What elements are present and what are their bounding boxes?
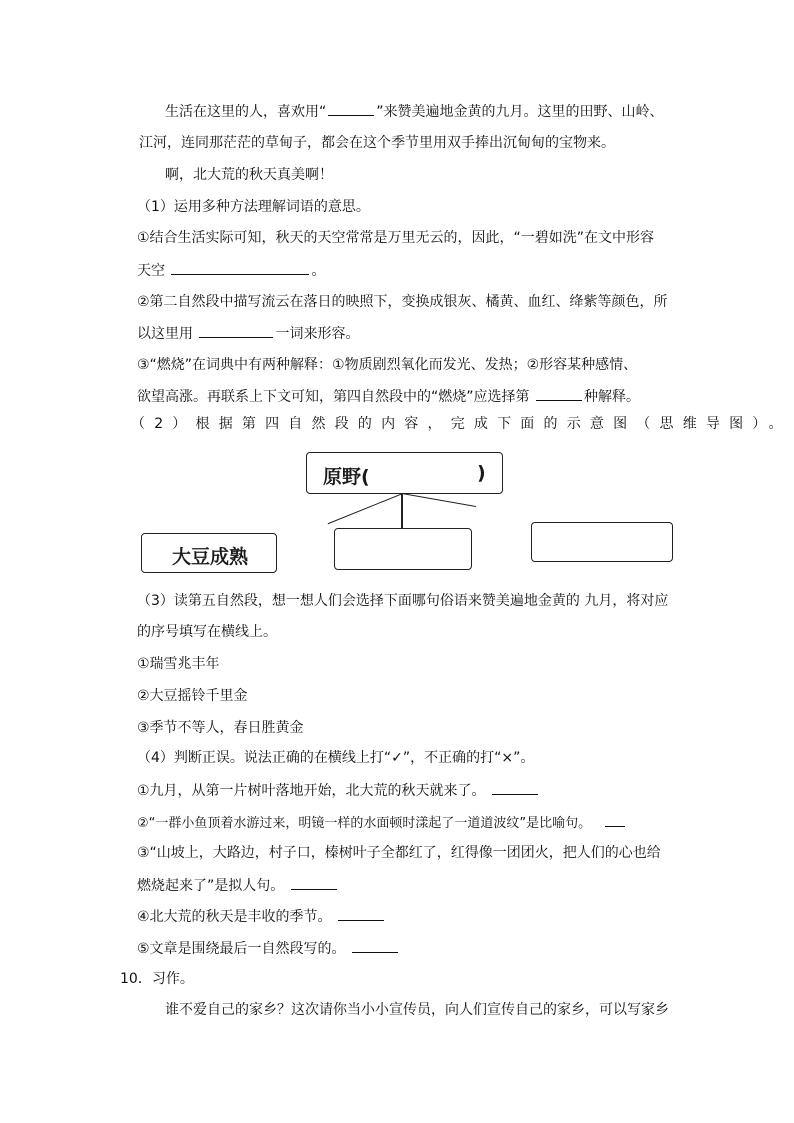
answer-blank[interactable]: [492, 780, 538, 795]
q4-item-5-text: ⑤文章是围绕最后一自然段写的。: [137, 941, 346, 957]
q3-option-2: ②大豆摇铃千里金: [137, 688, 248, 704]
q1-c-line2: [137, 386, 640, 407]
q3-line1: （3）读第五自然段，想一想人们会选择下面哪句俗语来赞美遍地金黄的 九月，将对应: [137, 593, 669, 609]
passage-line-1: [165, 101, 664, 122]
q1-a-line2: [137, 260, 325, 281]
answer-blank[interactable]: [605, 812, 625, 827]
passage-line-2: 江河，连同那茫茫的草甸子，都会在这个季节里用双手捧出沉甸甸的宝物来。: [139, 135, 615, 151]
connector-left: [328, 493, 403, 524]
q4-item-4-text: ④北大荒的秋天是丰收的季节。: [137, 909, 332, 925]
root-label: 原野(: [323, 466, 370, 488]
q4-item-1-text: ①九月，从第一片树叶落地开始，北大荒的秋天就来了。: [137, 783, 486, 799]
q3-option-3: ③季节不等人，春日胜黄金: [137, 720, 304, 736]
q2-heading: （2）根据第四自然段的内容，完成下面的示意图（思维导图）。: [131, 416, 792, 432]
passage-text: 生活在这里的人，喜欢用“: [165, 104, 327, 120]
passage-text: ”来赞美遍地金黄的九月。这里的田野、山岭、: [376, 104, 664, 120]
q4-item-4: [137, 906, 386, 927]
mind-map-middle-box[interactable]: [334, 528, 472, 570]
passage-line-3: 啊，北大荒的秋天真美啊！: [165, 167, 333, 183]
q4-item-5: [137, 938, 400, 959]
answer-blank[interactable]: [536, 386, 582, 401]
q10-number: 10．习作。: [120, 971, 194, 987]
q1-heading: （1）运用多种方法理解词语的意思。: [137, 199, 370, 215]
q3-line2: 的序号填写在横线上。: [137, 624, 277, 640]
root-label-close: ): [477, 462, 486, 484]
mind-map-left-box: [141, 533, 277, 573]
q10-line1: 谁不爱自己的家乡？这次请你当小小宣传员，向人们宣传自己的家乡，可以写家乡: [165, 1002, 669, 1018]
q4-item-2: [137, 812, 627, 834]
q4-item-3-line1: ③“山坡上，大路边，村子口，榛树叶子全都红了，红得像一团团火，把人们的心也给: [137, 845, 661, 861]
answer-blank[interactable]: [171, 260, 309, 275]
q1-a-line1: ①结合生活实际可知，秋天的天空常常是万里无云的，因此，“一碧如洗”在文中形容: [137, 230, 655, 246]
answer-blank[interactable]: [328, 101, 374, 116]
q3-option-1: ①瑞雪兆丰年: [137, 656, 220, 672]
answer-blank[interactable]: [199, 323, 273, 338]
q4-item-3-text: 燃烧起来了”是拟人句。: [137, 878, 285, 894]
mind-map-root-box[interactable]: [306, 452, 503, 494]
answer-blank[interactable]: [352, 938, 398, 953]
q1-b-line2: [137, 323, 359, 344]
q1-a-text: 天空: [137, 263, 165, 279]
q1-c-end: 种解释。: [583, 389, 640, 405]
q4-item-1: [137, 780, 540, 801]
q1-a-end: 。: [311, 263, 326, 279]
q1-c-line1: ③“燃烧”在词典中有两种解释：①物质剧烈氧化而发光、发热；②形容某种感情、: [137, 357, 638, 373]
mind-map-right-box[interactable]: [531, 522, 673, 562]
q4-heading: （4）判断正误。说法正确的在横线上打“✓”，不正确的打“×”。: [137, 750, 535, 766]
q4-item-3-line2: [137, 875, 339, 896]
connector-right: [402, 493, 476, 507]
answer-blank[interactable]: [291, 875, 337, 890]
connector-vertical: [401, 493, 403, 529]
q1-c-text: 欲望高涨。再联系上下文可知，第四自然段中的“燃烧”应选择第: [137, 389, 530, 405]
answer-blank[interactable]: [338, 906, 384, 921]
q1-b-end: 一词来形容。: [275, 326, 360, 342]
left-box-label: 大豆成熟: [172, 546, 249, 568]
q4-item-2-text: ②“一群小鱼顶着水游过来，明镜一样的水面顿时漾起了一道道波纹”是比喻句。: [137, 816, 592, 831]
q1-b-line1: ②第二自然段中描写流云在落日的映照下，变换成银灰、橘黄、血红、绛紫等颜色，所: [137, 294, 668, 310]
q1-b-text: 以这里用: [137, 326, 193, 342]
